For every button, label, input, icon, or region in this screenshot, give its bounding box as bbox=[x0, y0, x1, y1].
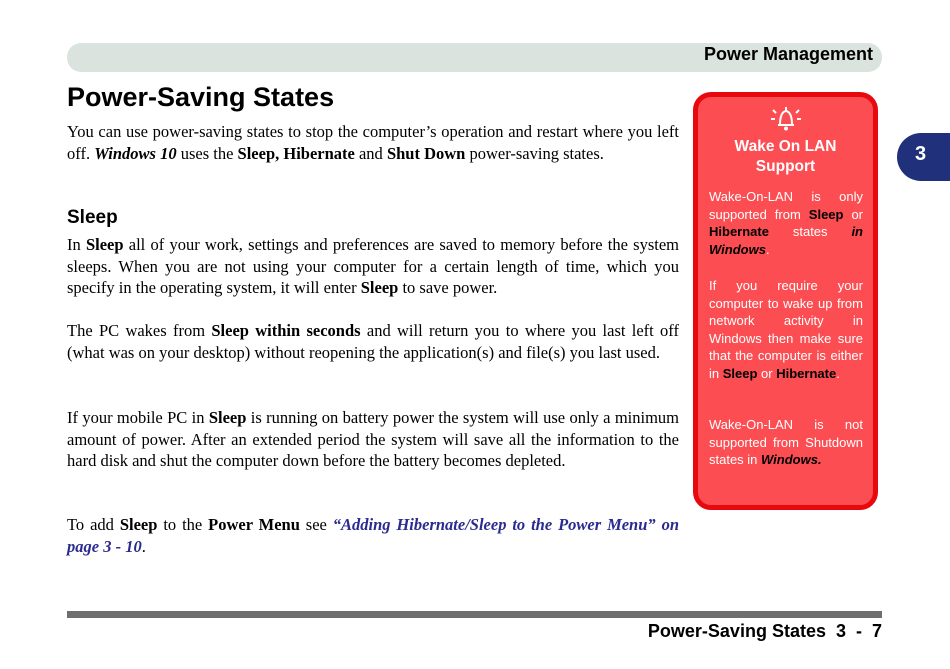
note-paragraph-2: If you require your computer to wake up from network activity in Windows then make sure that the computer is either in Sleep or Hibernate. bbox=[709, 278, 863, 381]
chapter-number: 3 bbox=[915, 143, 927, 165]
note-paragraph-1: Wake-On-LAN is only supported from Sleep or Hibernate states in Windows. bbox=[709, 189, 864, 257]
note-paragraph-3: Wake-On-LAN is not supported from Shutdown states in Windows. bbox=[709, 417, 863, 467]
sleep-paragraph-1: In Sleep all of your work, settings and preferences are saved to memory before the system sleeps. When you are not using your computer for a certain length of time, which you specify in the operating system, it will enter Sleep to save power. bbox=[67, 235, 679, 298]
alarm-bell-icon bbox=[770, 105, 802, 133]
cross-reference-link[interactable]: “Adding Hibernate/Sleep to the Power Menu” on page 3 - 10 bbox=[67, 515, 679, 556]
sleep-paragraph-2: The PC wakes from Sleep within seconds and will return you to where you last left off (what was on your desktop) without reopening the application(s) and file(s) you last used. bbox=[67, 321, 679, 362]
note-title: Wake On LAN Support bbox=[734, 138, 837, 175]
section-heading-sleep: Sleep bbox=[67, 207, 118, 228]
page-title: Power-Saving States bbox=[67, 82, 335, 112]
chapter-header-title: Power Management bbox=[703, 44, 873, 64]
sleep-paragraph-4: To add Sleep to the Power Menu see “Adding Hibernate/Sleep to the Power Menu” on page 3 - 10. bbox=[67, 515, 679, 556]
wake-on-lan-note-box bbox=[693, 92, 878, 510]
footer-page-label: Power-Saving States 3 - 7 bbox=[647, 621, 882, 641]
sleep-paragraph-3: If your mobile PC in Sleep is running on battery power the system will use only a minimum amount of power. After an extended period the system will save all the information to the hard disk and shut the computer down before the battery becomes depleted. bbox=[67, 408, 679, 471]
intro-paragraph: You can use power-saving states to stop the computer’s operation and restart where you left off. Windows 10 uses the Sleep, Hibernate and Shut Down power-saving states. bbox=[67, 122, 679, 163]
footer-rule bbox=[67, 611, 882, 618]
windows-version: Windows 10 bbox=[94, 143, 177, 163]
